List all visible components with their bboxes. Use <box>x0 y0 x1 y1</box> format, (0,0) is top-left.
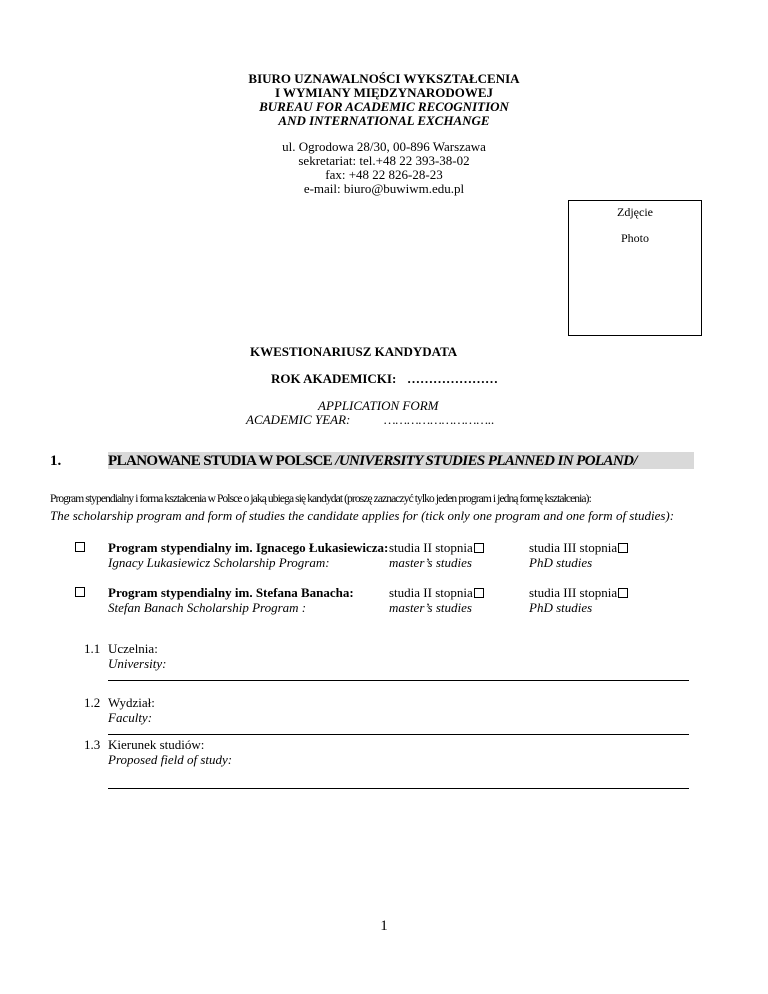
program-lukasiewicz-name-en: Ignacy Lukasiewicz Scholarship Program: <box>108 555 330 570</box>
section-title <box>108 453 637 470</box>
banach-masters-label: studia II stopnia <box>389 585 473 600</box>
banach-masters-label-en: master’s studies <box>389 600 472 615</box>
section-title-en: /UNIVERSITY STUDIES PLANNED IN POLAND/ <box>335 453 637 469</box>
page-number: 1 <box>380 918 388 934</box>
field-study-label-pl: Kierunek studiów: <box>108 737 205 752</box>
banach-masters-checkbox[interactable] <box>474 588 484 598</box>
lukasiewicz-masters-label-en: master’s studies <box>389 555 472 570</box>
field-university-label-en: University: <box>108 656 167 671</box>
banach-phd-label: studia III stopnia <box>529 585 618 600</box>
banach-phd-option <box>529 585 628 600</box>
lukasiewicz-phd-label-en: PhD studies <box>529 555 593 570</box>
field-university-line[interactable] <box>108 680 689 681</box>
academic-year-label-en: ACADEMIC YEAR: <box>246 412 351 427</box>
section-title-pl: PLANOWANE STUDIA W POLSCE <box>108 453 336 469</box>
instructions-en: The scholarship program and form of studies the candidate applies for (tick only one program and one form of studies): <box>50 508 675 523</box>
lukasiewicz-phd-option <box>529 540 628 555</box>
photo-label-pl: Zdjęcie <box>617 205 653 219</box>
academic-year-dots-en[interactable]: ……………………….. <box>384 412 495 427</box>
institution-name-en-line2: AND INTERNATIONAL EXCHANGE <box>278 113 490 128</box>
photo-label-en: Photo <box>620 231 649 245</box>
field-faculty-line[interactable] <box>108 734 689 735</box>
institution-name-pl-line2: I WYMIANY MIĘDZYNARODOWEJ <box>274 85 494 100</box>
instructions-pl: Program stypendialny i forma kształcenia w Polsce o jaką ubiega się kandydat (proszę zaznaczyć tylko jeden program i jedną formę kształcenia): <box>50 493 591 505</box>
address-email: e-mail: biuro@buwiwm.edu.pl <box>303 181 465 196</box>
address-fax: fax: +48 22 826-28-23 <box>325 167 443 182</box>
section-number: 1. <box>50 453 62 469</box>
field-university-number: 1.1 <box>84 641 101 656</box>
academic-year-dots-pl[interactable]: ………………… <box>407 371 498 386</box>
field-study-line[interactable] <box>108 788 689 789</box>
banach-phd-label-en: PhD studies <box>529 600 593 615</box>
photo-box <box>568 200 702 336</box>
field-study-label-en: Proposed field of study: <box>108 752 233 767</box>
address-secretariat: sekretariat: tel.+48 22 393-38-02 <box>298 153 470 168</box>
lukasiewicz-masters-label: studia II stopnia <box>389 540 473 555</box>
address-street: ul. Ogrodowa 28/30, 00-896 Warszawa <box>282 139 486 154</box>
field-faculty-label-pl: Wydział: <box>108 695 155 710</box>
program-banach-name-pl: Program stypendialny im. Stefana Banacha: <box>108 585 354 600</box>
lukasiewicz-phd-checkbox[interactable] <box>618 543 628 553</box>
banach-phd-checkbox[interactable] <box>618 588 628 598</box>
program-lukasiewicz-checkbox[interactable] <box>75 542 85 552</box>
academic-year-label-pl: ROK AKADEMICKI: <box>271 371 397 386</box>
lukasiewicz-masters-checkbox[interactable] <box>474 543 484 553</box>
field-faculty-number: 1.2 <box>84 695 101 710</box>
institution-name-pl-line1: BIURO UZNAWALNOŚCI WYKSZTAŁCENIA <box>248 71 520 86</box>
form-title-en: APPLICATION FORM <box>318 398 439 413</box>
program-lukasiewicz-name-pl: Program stypendialny im. Ignacego Łukasiewicza: <box>108 540 389 555</box>
banach-masters-option <box>389 585 484 600</box>
form-title-pl: KWESTIONARIUSZ KANDYDATA <box>250 344 458 359</box>
field-study-number: 1.3 <box>84 737 101 752</box>
institution-name-en-line1: BUREAU FOR ACADEMIC RECOGNITION <box>259 99 509 114</box>
field-faculty-label-en: Faculty: <box>108 710 153 725</box>
program-banach-checkbox[interactable] <box>75 587 85 597</box>
program-banach-name-en: Stefan Banach Scholarship Program : <box>108 600 307 615</box>
field-university-label-pl: Uczelnia: <box>108 641 158 656</box>
lukasiewicz-masters-option <box>389 540 484 555</box>
lukasiewicz-phd-label: studia III stopnia <box>529 540 618 555</box>
